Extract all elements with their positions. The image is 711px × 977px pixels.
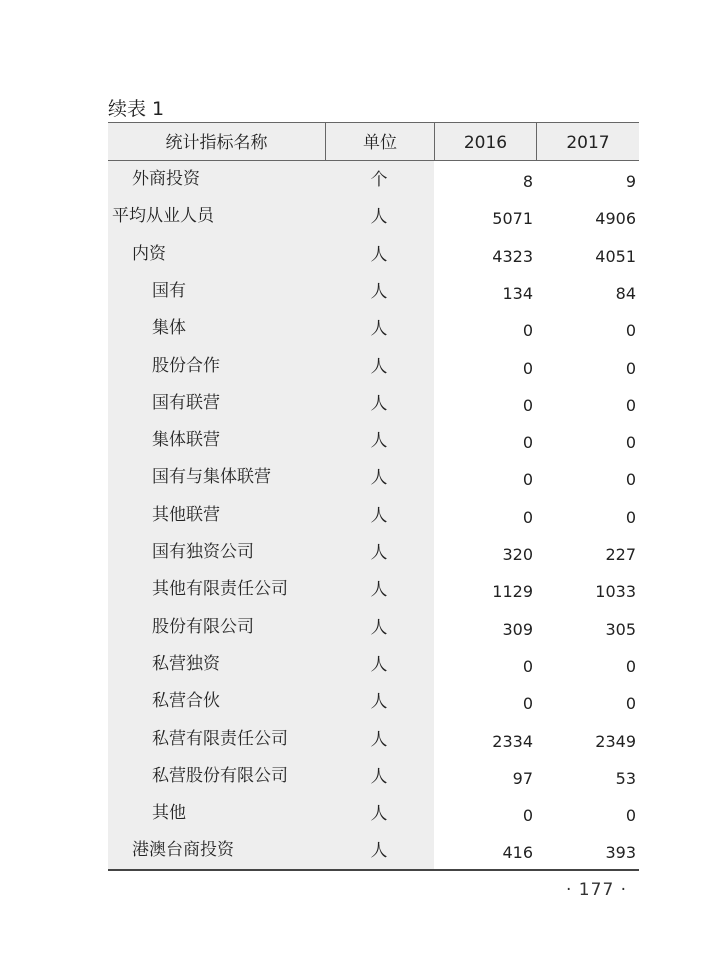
row-indicator-name: 国有联营: [152, 392, 220, 413]
table-row: [108, 236, 639, 273]
row-value-2017: 1033: [595, 582, 636, 602]
row-indicator-name: 外商投资: [132, 169, 200, 189]
row-value-2016: 0: [522, 507, 533, 527]
row-unit: 人: [370, 841, 388, 862]
row-unit: 人: [370, 244, 388, 265]
row-indicator-name: 国有与集体联营: [152, 467, 271, 488]
table-row: [108, 758, 639, 795]
row-value-2017: 2349: [595, 731, 636, 751]
row-value-2017: 4051: [595, 246, 636, 266]
row-value-2017: 0: [625, 656, 636, 676]
row-value-2016: 1129: [492, 582, 533, 602]
row-unit: 个: [370, 170, 388, 190]
row-unit: 人: [370, 692, 388, 713]
row-indicator-name: 私营合伙: [152, 691, 220, 712]
header-indicator-name: 统计指标名称: [165, 133, 268, 153]
row-value-2016: 0: [522, 656, 533, 676]
table-bottom-rule: [108, 869, 639, 871]
row-value-2016: 134: [502, 283, 533, 303]
row-unit: 人: [370, 356, 388, 377]
row-unit: 人: [370, 393, 388, 414]
table-row: [108, 534, 639, 571]
row-unit: 人: [370, 431, 388, 452]
row-unit: 人: [370, 617, 388, 638]
table-row: [108, 646, 639, 683]
row-indicator-name: 股份有限公司: [152, 616, 254, 637]
table-row: [108, 832, 639, 869]
table-row: [108, 721, 639, 758]
table-header: [108, 122, 639, 161]
row-value-2017: 0: [625, 507, 636, 527]
row-value-2016: 0: [522, 470, 533, 490]
row-unit: 人: [370, 281, 388, 302]
row-value-2016: 0: [522, 694, 533, 714]
page-number: · 177 ·: [566, 880, 628, 900]
row-unit: 人: [370, 654, 388, 675]
row-indicator-name: 其他有限责任公司: [152, 579, 288, 600]
header-year-2017: 2017: [566, 133, 610, 153]
row-indicator-name: 其他联营: [152, 504, 220, 525]
row-indicator-name: 港澳台商投资: [132, 840, 234, 861]
row-unit: 人: [370, 468, 388, 489]
row-value-2017: 0: [625, 806, 636, 826]
row-value-2016: 8: [522, 172, 533, 191]
row-value-2017: 0: [625, 358, 636, 378]
table-row: [108, 198, 639, 235]
row-value-2016: 5071: [492, 209, 533, 229]
row-value-2017: 4906: [595, 209, 636, 229]
row-indicator-name: 私营股份有限公司: [152, 765, 288, 786]
table-caption: 续表 1: [108, 98, 165, 120]
row-value-2016: 0: [522, 433, 533, 453]
row-value-2016: 309: [502, 619, 533, 639]
table-row: [108, 459, 639, 496]
table-row: [108, 161, 639, 198]
table-row: [108, 609, 639, 646]
table-row: [108, 385, 639, 422]
row-value-2016: 320: [502, 545, 533, 564]
row-unit: 人: [370, 505, 388, 526]
row-indicator-name: 其他: [152, 803, 186, 824]
table-row: [108, 795, 639, 832]
table-row: [108, 571, 639, 608]
row-indicator-name: 国有: [152, 280, 186, 301]
row-value-2017: 0: [625, 694, 636, 714]
row-value-2017: 227: [605, 545, 636, 564]
row-indicator-name: 集体: [152, 318, 186, 339]
table-row: [108, 497, 639, 534]
row-value-2016: 0: [522, 395, 533, 415]
row-indicator-name: 平均从业人员: [112, 206, 214, 227]
row-value-2017: 393: [605, 843, 636, 863]
row-indicator-name: 股份合作: [152, 355, 220, 376]
table-row: [108, 683, 639, 720]
row-indicator-name: 内资: [132, 243, 166, 264]
header-unit: 单位: [363, 133, 397, 153]
table-row: [108, 348, 639, 385]
row-unit: 人: [370, 729, 388, 750]
row-value-2017: 0: [625, 321, 636, 341]
row-value-2016: 97: [512, 768, 533, 788]
row-value-2016: 0: [522, 358, 533, 378]
row-value-2016: 0: [522, 321, 533, 341]
table-row: [108, 310, 639, 347]
row-value-2016: 4323: [492, 246, 533, 266]
row-value-2016: 0: [522, 806, 533, 826]
row-indicator-name: 集体联营: [152, 430, 220, 451]
row-indicator-name: 私营独资: [152, 653, 220, 674]
table-row: [108, 422, 639, 459]
row-unit: 人: [370, 766, 388, 787]
row-value-2017: 0: [625, 433, 636, 453]
table-row: [108, 273, 639, 310]
row-indicator-name: 国有独资公司: [152, 542, 254, 562]
row-value-2017: 84: [615, 283, 636, 303]
row-indicator-name: 私营有限责任公司: [152, 728, 288, 749]
row-value-2017: 0: [625, 395, 636, 415]
row-value-2017: 0: [625, 470, 636, 490]
row-value-2016: 416: [502, 843, 533, 863]
row-unit: 人: [370, 319, 388, 340]
row-value-2017: 53: [615, 768, 636, 788]
row-unit: 人: [370, 580, 388, 601]
row-value-2016: 2334: [492, 731, 533, 751]
row-unit: 人: [370, 207, 388, 228]
row-unit: 人: [370, 543, 388, 563]
row-value-2017: 305: [605, 619, 636, 639]
row-value-2017: 9: [625, 172, 636, 191]
header-year-2016: 2016: [463, 133, 508, 153]
row-unit: 人: [370, 804, 388, 825]
